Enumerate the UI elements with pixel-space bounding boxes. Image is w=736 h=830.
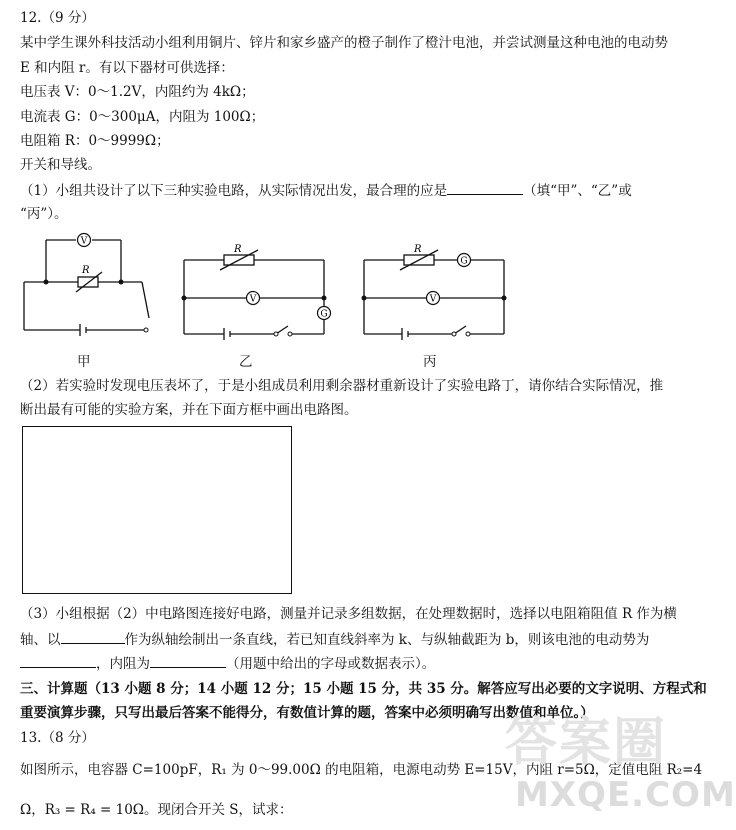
q13-header: 13.（8 分） <box>20 730 95 746</box>
q12-part1 <box>20 180 632 201</box>
answer-blank-4[interactable] <box>150 653 226 668</box>
bing-galvanometer-label: G <box>460 256 468 267</box>
circuit-bing <box>356 242 516 342</box>
q12-switch-wires: 开关和导线。 <box>20 157 101 173</box>
q12-ammeter: 电流表 G：0～300μA，内阻为 100Ω； <box>20 109 265 125</box>
q12-part2-b: 断出最有可能的实验方案，并在下面方框中画出电路图。 <box>20 402 358 418</box>
drawing-box[interactable] <box>22 426 292 594</box>
circuit-yi <box>176 242 336 342</box>
bing-resistor-label: R <box>414 244 422 255</box>
yi-galvanometer-label: G <box>320 309 328 320</box>
watermark-url: MXQE.COM <box>515 775 736 815</box>
q12-part1-text-b: （填“甲”、“乙”或 <box>523 183 632 199</box>
bing-voltmeter-label: V <box>429 294 437 305</box>
q12-voltmeter: 电压表 V：0～1.2V，内阻约为 4kΩ； <box>20 84 255 100</box>
answer-blank-3[interactable] <box>20 653 96 668</box>
q12-part3-b1: 轴、以 <box>20 632 61 648</box>
q12-part3-b2: 作为纵轴绘制出一条直线，若已知直线斜率为 k、与纵轴截距为 b，则该电池的电动势为 <box>124 632 650 648</box>
caption-yi: 乙 <box>239 354 253 370</box>
watermark-logo-text: 答案圈 <box>505 713 668 773</box>
q12-part3-c1: ，内阻为 <box>96 656 150 672</box>
yi-resistor-label: R <box>234 244 242 255</box>
section3-line2: 重要演算步骤，只写出最后答案不能得分，有数值计算的题，答案中必须明确写出数值和单位。） <box>20 705 594 721</box>
q13-line1: 如图所示，电容器 C=100pF，R₁ 为 0～99.00Ω 的电阻箱，电源电动势 E=15V，内阻 r=5Ω，定值电阻 R₂=4 <box>20 762 703 778</box>
q12-part1-text-a: （1）小组共设计了以下三种实验电路，从实际情况出发，最合理的应是 <box>20 183 448 199</box>
yi-voltmeter-label: V <box>249 294 257 305</box>
circuit-jia <box>18 226 158 346</box>
q12-resistor-box: 电阻箱 R：0～9999Ω； <box>20 133 170 149</box>
q12-header: 12.（9 分） <box>20 10 95 26</box>
answer-blank-2[interactable] <box>61 629 125 644</box>
jia-resistor-label: R <box>82 265 90 276</box>
q12-part2-a: （2）若实验时发现电压表坏了，于是小组成员利用剩余器材重新设计了实验电路丁，请你结合实际情况，推 <box>20 378 664 394</box>
caption-bing: 丙 <box>423 354 437 370</box>
q12-intro-1: 某中学生课外科技活动小组利用铜片、锌片和家乡盛产的橙子制作了橙汁电池，并尝试测量这种电池的电动势 <box>20 35 668 51</box>
caption-jia: 甲 <box>77 354 91 370</box>
section3-line1: 三、计算题（13 小题 8 分；14 小题 12 分；15 小题 15 分，共 35 分。解答应写出必要的文字说明、方程式和 <box>20 681 707 697</box>
q12-part3-a: （3）小组根据（2）中电路图连接好电路，测量并记录多组数据，在处理数据时，选择以电阻箱阻值 R 作为横 <box>20 606 677 622</box>
q12-part3-b <box>20 629 649 650</box>
q12-part3-c2: （用题中给出的字母或数据表示）。 <box>226 656 436 672</box>
jia-voltmeter-label: V <box>80 236 88 247</box>
q12-intro-2: E 和内阻 r。有以下器材可供选择： <box>20 60 234 76</box>
answer-blank-1[interactable] <box>447 180 523 195</box>
q12-part3-c <box>20 653 435 674</box>
q13-line2: Ω，R₃ = R₄ = 10Ω。现闭合开关 S，试求： <box>20 802 293 818</box>
q12-part1-c: “丙”）。 <box>20 206 68 222</box>
